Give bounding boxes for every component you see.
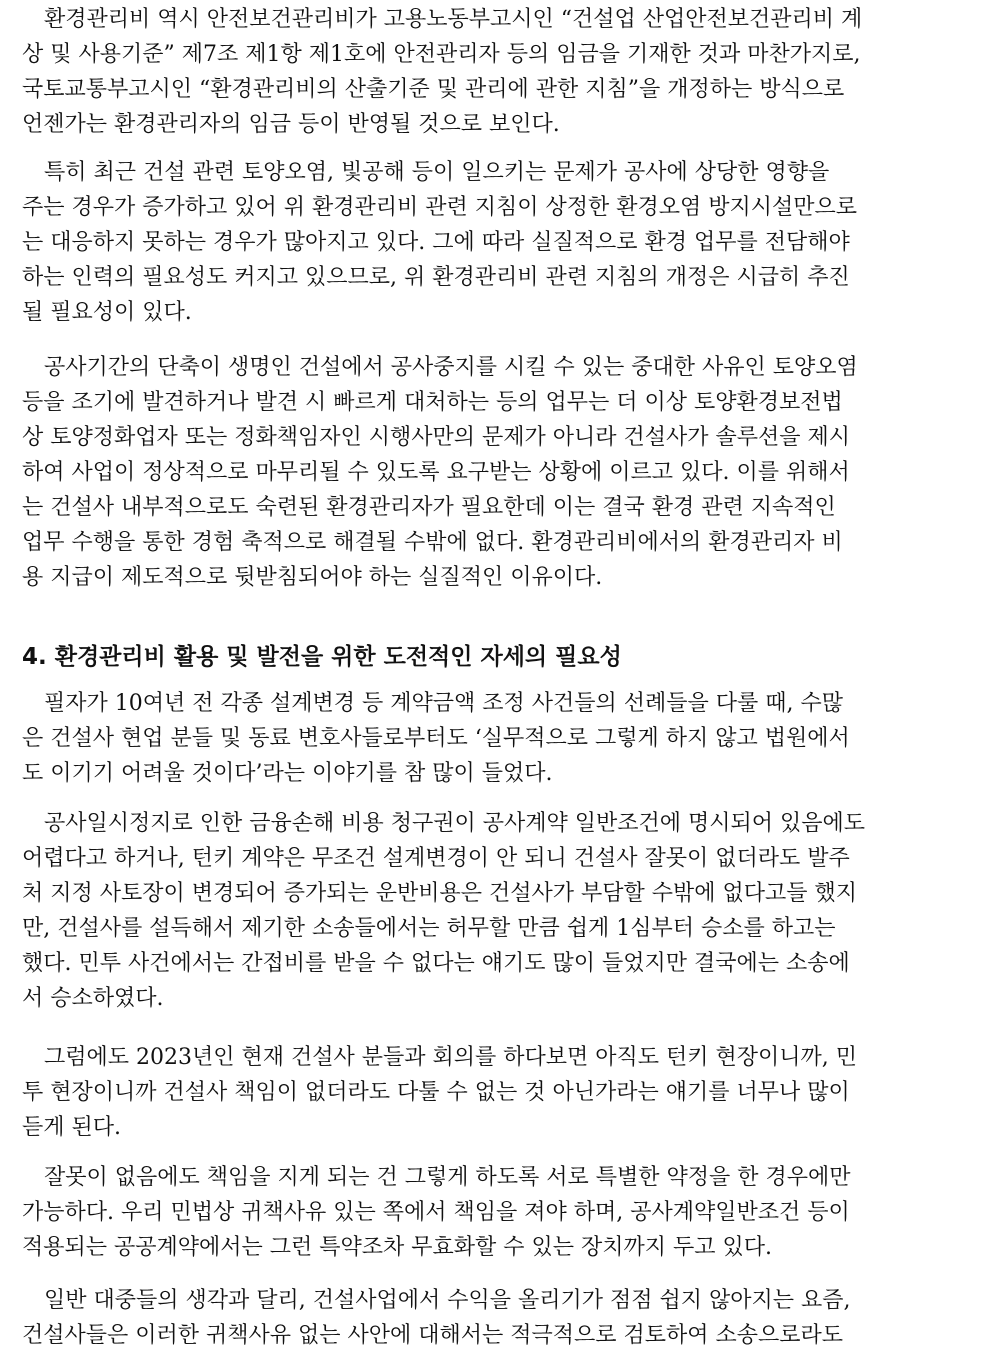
text-line: 등을 조기에 발견하거나 발견 시 빠르게 대처하는 등의 업무는 더 이상 토양환경보전법 xyxy=(22,390,843,415)
text-line: 특히 최근 건설 관련 토양오염, 빛공해 등이 일으키는 문제가 공사에 상당한 영향을 xyxy=(44,160,830,185)
paragraph-2 xyxy=(22,155,978,330)
text-line: 적용되는 공공계약에서는 그런 특약조차 무효화할 수 있는 장치까지 두고 있다. xyxy=(22,1235,772,1260)
text-line: 공사일시정지로 인한 금융손해 비용 청구권이 공사계약 일반조건에 명시되어 있음에도 xyxy=(44,811,866,836)
text-line: 일반 대중들의 생각과 달리, 건설사업에서 수익을 올리기가 점점 쉽지 않아지는 요즘, xyxy=(44,1288,851,1313)
text-line: 처 지정 사토장이 변경되어 증가되는 운반비용은 건설사가 부담할 수밖에 없다고들 했지 xyxy=(22,881,858,906)
text-line: 될 필요성이 있다. xyxy=(22,300,192,325)
text-line: 주는 경우가 증가하고 있어 위 환경관리비 관련 지침이 상정한 환경오염 방지시설만으로 xyxy=(22,195,858,220)
text-line: 필자가 10여년 전 각종 설계변경 등 계약금액 조정 사건들의 선례들을 다룰 때, 수많 xyxy=(44,691,843,716)
paragraph-6 xyxy=(22,1040,978,1145)
text-line: 하여 사업이 정상적으로 마무리될 수 있도록 요구받는 상황에 이르고 있다. 이를 위해서 xyxy=(22,460,850,485)
text-line: 건설사들은 이러한 귀책사유 없는 사안에 대해서는 적극적으로 검토하여 소송으로라도 xyxy=(22,1323,844,1348)
text-line: 는 대응하지 못하는 경우가 많아지고 있다. 그에 따라 실질적으로 환경 업무를 전담해야 xyxy=(22,230,850,255)
paragraph-4 xyxy=(22,686,978,791)
paragraph-3 xyxy=(22,350,978,595)
text-line: 가능하다. 우리 민법상 귀책사유 있는 쪽에서 책임을 져야 하며, 공사계약일반조건 등이 xyxy=(22,1200,850,1225)
paragraph-8 xyxy=(22,1283,978,1353)
text-line: 했다. 민투 사건에서는 간접비를 받을 수 없다는 얘기도 많이 들었지만 결국에는 소송에 xyxy=(22,951,850,976)
text-line: 는 건설사 내부적으로도 숙련된 환경관리자가 필요한데 이는 결국 환경 관련 지속적인 xyxy=(22,495,836,520)
text-line: 만, 건설사를 설득해서 제기한 소송들에서는 허무할 만큼 쉽게 1심부터 승소를 하고는 xyxy=(22,916,836,941)
text-line: 업무 수행을 통한 경험 축적으로 해결될 수밖에 없다. 환경관리비에서의 환경관리자 비 xyxy=(22,530,843,555)
text-line: 상 및 사용기준” 제7조 제1항 제1호에 안전관리자 등의 임금을 기재한 것과 마찬가지로, xyxy=(22,42,861,67)
text-line: 서 승소하였다. xyxy=(22,986,164,1011)
text-line: 어렵다고 하거나, 턴키 계약은 무조건 설계변경이 안 되니 건설사 잘못이 없더라도 발주 xyxy=(22,846,850,871)
text-line: 은 건설사 현업 분들 및 동료 변호사들로부터도 ‘실무적으로 그렇게 하지 않고 법원에서 xyxy=(22,726,850,751)
text-line: 잘못이 없음에도 책임을 지게 되는 건 그렇게 하도록 서로 특별한 약정을 한 경우에만 xyxy=(44,1165,851,1190)
paragraph-5 xyxy=(22,806,978,1016)
text-line: 듣게 된다. xyxy=(22,1115,121,1140)
text-line: 그럼에도 2023년인 현재 건설사 분들과 회의를 하다보면 아직도 턴키 현장이니까, 민 xyxy=(44,1045,857,1070)
text-line: 도 이기기 어려울 것이다’라는 이야기를 참 많이 들었다. xyxy=(22,761,553,786)
text-line: 투 현장이니까 건설사 책임이 없더라도 다툴 수 없는 것 아닌가라는 얘기를 너무나 많이 xyxy=(22,1080,850,1105)
text-line: 공사기간의 단축이 생명인 건설에서 공사중지를 시킬 수 있는 중대한 사유인 토양오염 xyxy=(44,355,858,380)
text-line: 국토교통부고시인 “환경관리비의 산출기준 및 관리에 관한 지침”을 개정하는 방식으로 xyxy=(22,77,845,102)
text-line: 하는 인력의 필요성도 커지고 있으므로, 위 환경관리비 관련 지침의 개정은 시급히 추진 xyxy=(22,265,850,290)
text-line: 환경관리비 역시 안전보건관리비가 고용노동부고시인 “건설업 산업안전보건관리비 계 xyxy=(44,7,863,32)
text-line: 상 토양정화업자 또는 정화책임자인 시행사만의 문제가 아니라 건설사가 솔루션을 제시 xyxy=(22,425,851,450)
paragraph-1 xyxy=(22,2,978,142)
paragraph-7 xyxy=(22,1160,978,1265)
text-line: 용 지급이 제도적으로 뒷받침되어야 하는 실질적인 이유이다. xyxy=(22,565,603,590)
section-heading: 4. 환경관리비 활용 및 발전을 위한 도전적인 자세의 필요성 xyxy=(22,644,622,670)
text-line: 언젠가는 환경관리자의 임금 등이 반영될 것으로 보인다. xyxy=(22,112,560,137)
